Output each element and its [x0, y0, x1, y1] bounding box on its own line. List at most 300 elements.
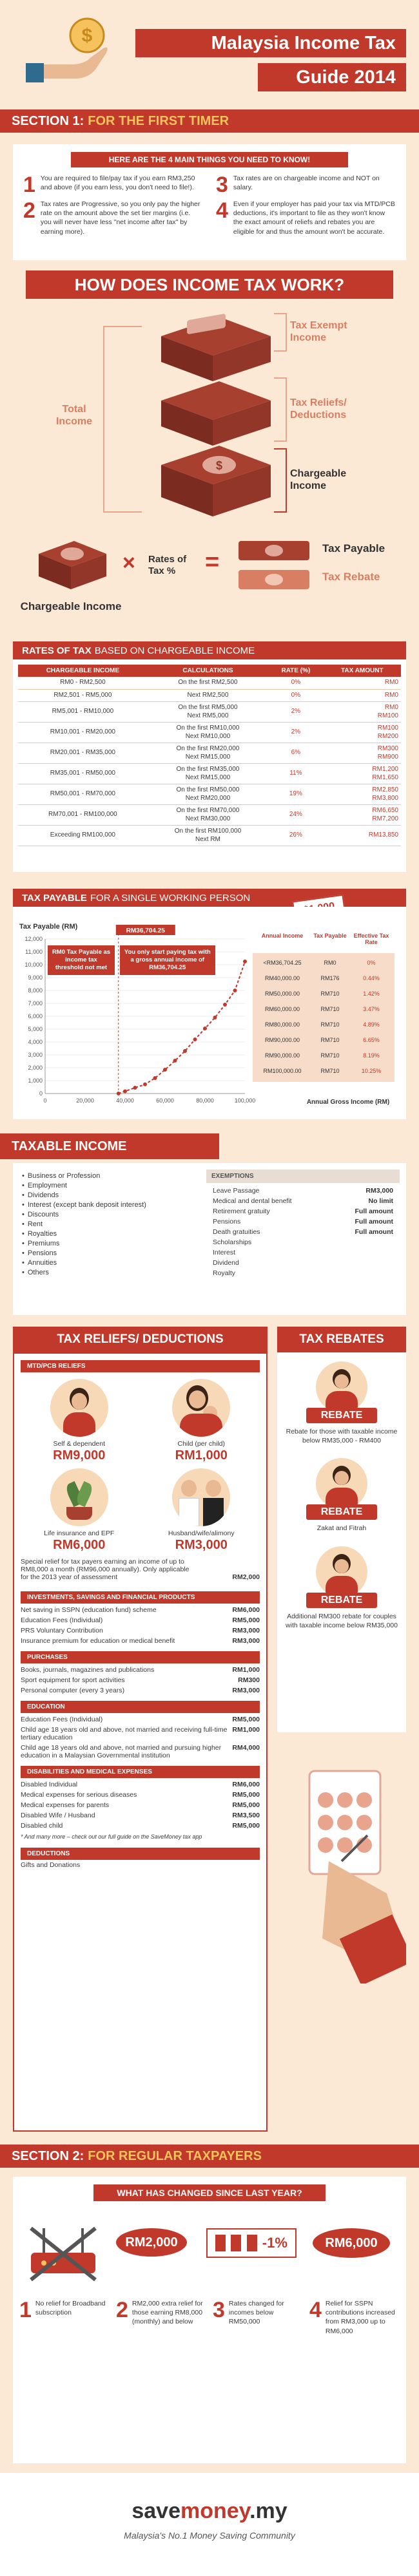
relief-item [14, 1714, 266, 1725]
money-stack-icon [148, 310, 277, 523]
changes-header: WHAT HAS CHANGED SINCE LAST YEAR? [93, 2184, 326, 2201]
mtd-title: MTD/PCB RELIEFS [21, 1360, 260, 1372]
rate-calc-cell [148, 764, 268, 784]
payable-cell: RM710 [320, 1006, 340, 1012]
taxable-item-label: Royalties [27, 1229, 57, 1238]
relief-item-label: Insurance premium for education or medical benefit [21, 1637, 175, 1645]
relief-group-title: PURCHASES [21, 1651, 260, 1663]
taxable-item [22, 1258, 196, 1267]
rebate-person-icon [316, 1458, 367, 1510]
payable-col-header: Annual Income [261, 933, 304, 939]
taxable-item [22, 1238, 196, 1248]
payable-col-header-box [312, 933, 348, 952]
payable-header [13, 889, 406, 907]
rate-band: RM10,001 - RM20,000 [18, 723, 148, 743]
relief-group-title: INVESTMENTS, SAVINGS AND FINANCIAL PRODUCTS [21, 1591, 260, 1604]
rate-amount-cell [324, 826, 401, 846]
payable-cell: 0.44% [363, 975, 380, 981]
thing-number: 3 [216, 173, 228, 197]
rate-calc: On the first RM50,000 [176, 786, 240, 793]
rate-amount-cell [324, 702, 401, 723]
rate-calc: On the first RM70,000 [176, 807, 240, 814]
exemptions-list [206, 1183, 400, 1278]
y-tick-label: 3,000 [28, 1052, 43, 1058]
relief-group-title: EDUCATION [21, 1701, 260, 1713]
relief-item-value: RM5,000 [232, 1791, 260, 1799]
relief-item [14, 1636, 266, 1646]
relief-item [14, 1615, 266, 1625]
special-relief-text: Special relief for tax payers earning an income of up to RM8,000 a month (RM96,000 annually). Only applicable for the 2013 year of assessment [21, 1558, 190, 1582]
rebate-item [277, 1449, 406, 1537]
rates-row [18, 784, 401, 805]
rates-label: Rates of Tax % [148, 554, 187, 576]
taxable-item [22, 1180, 196, 1190]
relief-item [14, 1685, 266, 1696]
taxable-list [22, 1171, 196, 1277]
rate-band: RM50,001 - RM70,000 [18, 784, 148, 805]
rebate-person-icon [316, 1361, 367, 1413]
formula-chargeable-label: Chargeable Income [20, 600, 122, 612]
footer-tagline: Malaysia's No.1 Money Saving Community [124, 2530, 295, 2541]
payable-cell: 6.65% [363, 1037, 380, 1043]
rate-percent: 2% [268, 723, 323, 743]
rate-amount: RM3,800 [372, 794, 398, 802]
bullet-icon: • [22, 1239, 24, 1247]
reliefs-column [13, 1352, 268, 2132]
change-number: 4 [309, 2298, 322, 2322]
relief-item-label: Disabled Individual [21, 1781, 78, 1789]
tax-reliefs-bracket [274, 377, 287, 442]
change-item [213, 2299, 303, 2336]
cash-stack-icon [232, 535, 316, 599]
relief-item-label: Medical expenses for serious diseases [21, 1791, 137, 1799]
x-tick-label: 0 [43, 1097, 47, 1104]
rates-table [18, 665, 401, 846]
thing-text: Tax rates are on chargeable income and NOT on salary. [233, 175, 380, 192]
payable-title-thin: FOR A SINGLE WORKING PERSON [90, 892, 251, 904]
x-tick-label: 100,000 [234, 1097, 256, 1104]
exemptions-title: EXEMPTIONS [206, 1170, 400, 1183]
equals-sign: = [205, 549, 220, 576]
rates-row [18, 723, 401, 743]
payable-cell: RM60,000.00 [264, 1006, 300, 1012]
person-card [143, 1379, 260, 1463]
person-label: Self & dependent [53, 1440, 106, 1448]
payable-cell: RM710 [320, 990, 340, 997]
person-value: RM9,000 [53, 1448, 106, 1463]
taxable-item-label: Others [27, 1268, 49, 1276]
taxable-item [22, 1190, 196, 1200]
rate-calc-cell [148, 743, 268, 764]
rate-amount: RM100 [377, 724, 398, 732]
section1-label: SECTION 1: [12, 113, 84, 128]
taxable-item [22, 1267, 196, 1277]
rates-col-header: TAX AMOUNT [324, 665, 401, 677]
rates-row [18, 677, 401, 689]
payable-cell: RM710 [320, 1021, 340, 1028]
thing-number: 2 [23, 198, 35, 223]
exemption-item [206, 1237, 400, 1247]
rate-band: RM5,001 - RM10,000 [18, 702, 148, 723]
relief-item [14, 1675, 266, 1685]
taxable-item [22, 1200, 196, 1209]
relief-item-value: RM1,000 [232, 1726, 260, 1734]
bullet-icon: • [22, 1200, 24, 1209]
exemption-value: No limit [368, 1197, 393, 1205]
payable-cell: RM90,000.00 [264, 1052, 300, 1059]
deduction-item [14, 1860, 266, 1870]
change-text: Relief for SSPN contributions increased from RM3,000 up to RM6,000 [325, 2300, 395, 2335]
data-point [123, 1089, 127, 1093]
person-card [21, 1468, 138, 1553]
rate-amount: RM200 [377, 732, 398, 740]
payable-cell: 1.42% [363, 990, 380, 997]
relief-item-value: RM6,000 [232, 1781, 260, 1789]
relief-item-value: RM3,000 [232, 1627, 260, 1635]
thing-list [13, 167, 406, 243]
bullet-icon: • [22, 1249, 24, 1257]
total-income-bracket [103, 326, 142, 513]
payable-title: TAX PAYABLE [22, 892, 87, 904]
person-card [21, 1379, 138, 1463]
data-point [143, 1083, 147, 1086]
rate-band: RM2,501 - RM5,000 [18, 689, 148, 702]
change-item [116, 2299, 206, 2336]
rates-row [18, 826, 401, 846]
payable-col-header-box [253, 933, 312, 952]
relief-item-value: RM4,000 [232, 1744, 260, 1752]
rate-percent: 6% [268, 743, 323, 764]
rate-calc-cell [148, 677, 268, 689]
rate-amount: RM1,650 [372, 773, 398, 781]
rate-amount: RM2,850 [372, 786, 398, 793]
rate-calc: Next RM5,000 [187, 712, 229, 719]
thing-item [216, 200, 396, 236]
rates-card [13, 659, 406, 872]
rate-amount-cell [324, 743, 401, 764]
bullet-icon: • [22, 1210, 24, 1218]
taxable-item [22, 1171, 196, 1180]
thing-item [23, 200, 203, 236]
thing-item [23, 174, 203, 196]
rate-calc: Next RM [195, 835, 220, 843]
change-text: Rates changed for incomes below RM50,000 [228, 2300, 284, 2326]
rate-amount-cell [324, 764, 401, 784]
bullet-icon: • [22, 1268, 24, 1276]
exemption-item [206, 1217, 400, 1227]
relief-item [14, 1625, 266, 1636]
tax-payable-label: Tax Payable [322, 542, 385, 554]
taxable-item-label: Premiums [27, 1239, 60, 1247]
x-tick-label: 80,000 [196, 1097, 214, 1104]
rate-percent: 0% [268, 689, 323, 702]
rebates-banner [277, 1327, 406, 1352]
data-point [173, 1059, 177, 1063]
payable-cell: 4.89% [363, 1021, 380, 1028]
relief-item-value: RM3,000 [232, 1637, 260, 1645]
thing-text: Even if your employer has paid your tax via MTD/PCB deductions, it's important to file as they won't know the exact amount of reliefs and rebates you are eligible for and thus the amount won't be accurate. [233, 200, 395, 236]
taxable-banner [0, 1133, 219, 1159]
payable-cell: RM50,000.00 [264, 990, 300, 997]
y-tick-label: 11,000 [25, 949, 43, 955]
rebate-list [277, 1352, 406, 1634]
exemption-item [206, 1258, 400, 1268]
relief-groups [14, 1591, 266, 1831]
exemption-item [206, 1196, 400, 1206]
note-right-box [120, 945, 215, 981]
rate-calc-cell [148, 826, 268, 846]
rebate-text: Additional RM300 rebate for couples with taxable income below RM35,000 [286, 1612, 398, 1629]
payable-cell: RM0 [324, 960, 336, 966]
rate-calc: On the first RM35,000 [176, 766, 240, 773]
threshold-callout: RM36,704.25 [126, 927, 165, 934]
rate-calc: Next RM15,000 [185, 773, 231, 781]
exemption-label: Dividend [213, 1259, 239, 1267]
relief-item [14, 1810, 266, 1821]
relief-item-value: RM5,000 [232, 1616, 260, 1625]
rates-row [18, 805, 401, 826]
rate-calc-cell [148, 805, 268, 826]
taxable-item [22, 1229, 196, 1238]
tax-reliefs-label: Tax Reliefs/ Deductions [290, 397, 347, 421]
rebate-text: Rebate for those with taxable income below RM35,000 - RM400 [286, 1428, 398, 1445]
rate-calc: Next RM10,000 [185, 732, 231, 740]
exemption-value: RM3,000 [365, 1187, 393, 1195]
logo-part-domain: .my [249, 2499, 287, 2523]
taxable-item-label: Employment [27, 1181, 67, 1189]
data-point [183, 1049, 187, 1053]
y-tick-label: 0 [39, 1090, 43, 1097]
changes-card [13, 2177, 406, 2463]
more-note: * And many more – check out our full guide on the SaveMoney tax app [21, 1833, 202, 1841]
relief-item [14, 1790, 266, 1800]
rebate-text: Zakat and Fitrah [317, 1524, 367, 1533]
rate-amount: RM0 [384, 704, 398, 711]
relief-item-value: RM3,500 [232, 1812, 260, 1820]
rebate-tag: REBATE [306, 1408, 377, 1423]
person-card [143, 1468, 260, 1553]
rate-calc: Next RM30,000 [185, 815, 231, 822]
changes-list [19, 2299, 400, 2336]
exemption-item [206, 1206, 400, 1217]
rates-col-header: CHARGEABLE INCOME [18, 665, 148, 677]
section2-label: SECTION 2: [12, 2148, 84, 2163]
rate-band: RM35,001 - RM50,000 [18, 764, 148, 784]
taxable-item-label: Annuities [27, 1258, 57, 1267]
chargeable-bracket [274, 448, 287, 513]
svg-text:$: $ [81, 25, 93, 46]
taxable-card [13, 1163, 406, 1315]
title-line2: Guide 2014 [258, 63, 406, 91]
bubble-minus1 [206, 2228, 297, 2258]
relief-item [14, 1821, 266, 1831]
section1-banner [0, 109, 419, 133]
bullet-icon: • [22, 1258, 24, 1267]
x-tick-label: 60,000 [156, 1097, 174, 1104]
payable-cell: RM710 [320, 1052, 340, 1059]
rate-amount: RM0 [384, 691, 398, 699]
footer-logo [0, 2499, 419, 2524]
exemption-label: Death gratuities [213, 1228, 260, 1236]
money-stack-diagram [0, 307, 419, 526]
bullet-icon: • [22, 1181, 24, 1189]
y-tick-label: 4,000 [28, 1039, 43, 1045]
rate-amount: RM300 [377, 745, 398, 752]
rebate-tag: REBATE [306, 1593, 377, 1608]
taxable-item-label: Rent [27, 1220, 43, 1228]
rates-row [18, 702, 401, 723]
rates-title-thin: BASED ON CHARGEABLE INCOME [94, 645, 255, 656]
taxable-item [22, 1219, 196, 1229]
four-things-card [13, 144, 406, 260]
y-tick-label: 1,000 [28, 1077, 43, 1084]
payable-cell: RM710 [320, 1068, 340, 1074]
y-axis-label: Tax Payable (RM) [19, 923, 78, 931]
rebates-title: TAX REBATES [299, 1332, 384, 1346]
section2-banner [0, 2145, 419, 2168]
rate-amount: RM900 [377, 753, 398, 761]
rebate-tag: REBATE [306, 1504, 377, 1520]
rate-calc: Next RM20,000 [185, 794, 231, 802]
couple-icon [172, 1468, 230, 1526]
bullet-icon: • [22, 1171, 24, 1180]
rate-amount: RM100 [377, 712, 398, 719]
y-tick-label: 6,000 [28, 1013, 43, 1019]
note-left-box [48, 945, 115, 981]
thing-item [216, 174, 396, 196]
exemption-value: Full amount [355, 1228, 393, 1236]
rate-percent: 0% [268, 677, 323, 689]
rate-amount-cell [324, 677, 401, 689]
exemption-item [206, 1227, 400, 1237]
x-tick-label: 40,000 [116, 1097, 134, 1104]
person-label: Husband/wife/alimony [168, 1530, 235, 1538]
deduction-label: Gifts and Donations [21, 1861, 81, 1870]
change-number: 2 [116, 2298, 128, 2322]
svg-text:$: $ [215, 459, 223, 472]
calculator-hand-icon [284, 1765, 406, 1984]
relief-item-label: Disabled Wife / Husband [21, 1812, 95, 1820]
payable-cell: <RM36,704.25 [263, 960, 302, 966]
rate-calc-cell [148, 723, 268, 743]
note-left: RM0 Tax Payable as income tax threshold not met [48, 945, 115, 975]
rates-header [13, 641, 406, 659]
relief-item-label: Personal computer (every 3 years) [21, 1687, 125, 1695]
section2-highlight: FOR REGULAR TAXPAYERS [88, 2148, 262, 2163]
relief-item-value: RM3,000 [232, 1687, 260, 1695]
hand-coin-icon [26, 13, 122, 90]
rate-calc: On the first RM10,000 [176, 724, 240, 732]
exemption-item [206, 1247, 400, 1258]
bullet-icon: • [22, 1220, 24, 1228]
rates-title: RATES OF TAX [22, 645, 92, 656]
thing-number: 4 [216, 198, 228, 223]
payable-cell: RM40,000.00 [264, 975, 300, 981]
exemptions-box [206, 1170, 400, 1278]
payable-cell: RM176 [320, 975, 340, 981]
tax-payable-chart [13, 907, 406, 1119]
data-point [243, 960, 247, 963]
exemption-label: Royalty [213, 1269, 236, 1277]
rebate-item [277, 1352, 406, 1449]
rebate-person-icon [316, 1546, 367, 1598]
people-grid [14, 1372, 266, 1553]
rate-amount-cell [324, 689, 401, 702]
rate-calc-cell [148, 702, 268, 723]
money-stack-small-icon [32, 528, 110, 592]
payable-table-bg [253, 953, 395, 1082]
relief-item-value: RM5,000 [232, 1801, 260, 1810]
rate-calc: On the first RM100,000 [174, 828, 242, 835]
rate-band: RM20,001 - RM35,000 [18, 743, 148, 764]
rate-amount: RM6,650 [372, 807, 398, 814]
times-sign: × [122, 551, 135, 575]
exemption-label: Pensions [213, 1218, 241, 1226]
relief-item-label: Medical expenses for parents [21, 1801, 110, 1810]
payable-col-header-box [348, 933, 395, 952]
rate-percent: 2% [268, 702, 323, 723]
thing-number: 1 [23, 173, 35, 197]
bullet-icon: • [22, 1191, 24, 1199]
rate-percent: 24% [268, 805, 323, 826]
payable-cell: 8.19% [363, 1052, 380, 1059]
rate-percent: 26% [268, 826, 323, 846]
rates-row [18, 689, 401, 702]
exemption-label: Retirement gratuity [213, 1208, 270, 1215]
four-things-header: HERE ARE THE 4 MAIN THINGS YOU NEED TO KNOW! [71, 152, 348, 167]
rate-band: RM70,001 - RM100,000 [18, 805, 148, 826]
logo-part-money: money [180, 2499, 250, 2523]
rate-amount-cell [324, 805, 401, 826]
header [0, 0, 419, 103]
rate-amount-cell [324, 723, 401, 743]
payable-cell: 10.25% [361, 1068, 382, 1074]
exemption-label: Scholarships [213, 1238, 252, 1246]
rate-percent: 19% [268, 784, 323, 805]
person-label: Child (per child) [177, 1440, 226, 1448]
taxable-item-label: Discounts [27, 1210, 59, 1218]
payable-cell: RM90,000.00 [264, 1037, 300, 1043]
person-self-icon [50, 1379, 108, 1437]
exemption-value: Full amount [355, 1208, 393, 1215]
rate-calc-cell [148, 689, 268, 702]
rate-amount: RM1,200 [372, 766, 398, 773]
payable-cell: RM710 [320, 1037, 340, 1043]
rate-band: Exceeding RM100,000 [18, 826, 148, 846]
data-point [163, 1068, 167, 1072]
rate-amount: RM13,850 [368, 831, 398, 839]
taxable-item-label: Interest (except bank deposit interest) [27, 1200, 146, 1209]
person-label: Life insurance and EPF [44, 1530, 115, 1538]
data-point [203, 1027, 207, 1030]
change-number: 1 [19, 2298, 32, 2322]
total-income-label: Total Income [55, 404, 92, 428]
data-point [117, 1092, 121, 1095]
taxable-item-label: Business or Profession [27, 1171, 101, 1180]
taxable-title: TAXABLE INCOME [12, 1139, 127, 1153]
relief-item-label: Education Fees (Individual) [21, 1616, 103, 1625]
note-right: You only start paying tax with a gross annual income of RM36,704.25 [120, 945, 215, 975]
rates-col-header: CALCULATIONS [148, 665, 268, 677]
payable-cell: RM80,000.00 [264, 1021, 300, 1028]
y-tick-label: 10,000 [24, 961, 43, 968]
data-point [193, 1037, 197, 1041]
y-tick-label: 8,000 [28, 987, 43, 994]
bubble-rm2000: RM2,000 [116, 2228, 187, 2257]
taxable-item [22, 1248, 196, 1258]
tax-rebate-label: Tax Rebate [322, 571, 380, 583]
rate-calc: On the first RM20,000 [176, 745, 240, 752]
